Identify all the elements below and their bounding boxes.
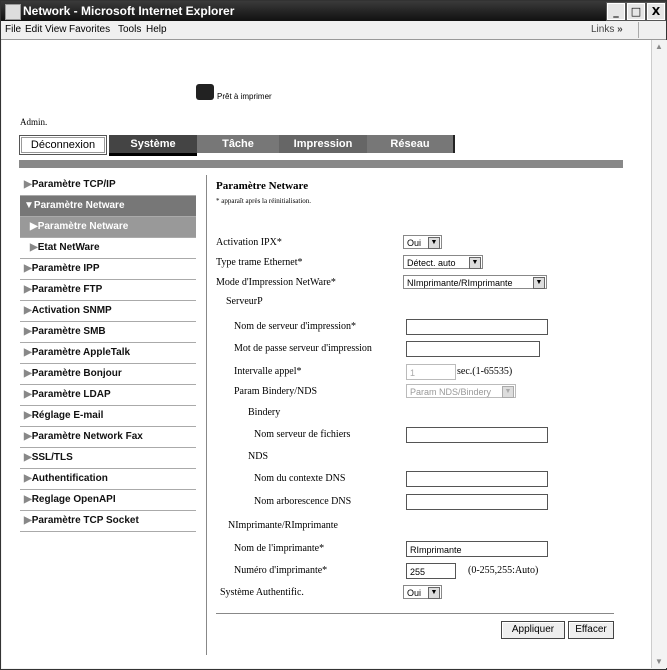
printer-number-input[interactable]: 255	[406, 563, 456, 579]
arrow-icon: ▶	[24, 452, 32, 463]
sidebar-item-label: Paramètre LDAP	[31, 389, 111, 400]
file-server-input[interactable]	[406, 427, 548, 443]
sidebar-item-tcp-socket[interactable]	[20, 511, 196, 532]
sidebar-item-network-fax[interactable]	[20, 427, 196, 448]
sidebar-item-label: Réglage E-mail	[31, 410, 104, 421]
bindery-section-label: Bindery	[248, 407, 281, 418]
bindery-mode-value: Param NDS/Bindery	[410, 387, 492, 397]
arrow-icon: ▶	[24, 494, 32, 505]
ipx-label: Activation IPX*	[216, 237, 282, 248]
file-server-label: Nom serveur de fichiers	[254, 429, 351, 440]
frame-type-label: Type trame Ethernet*	[216, 257, 303, 268]
tab-network[interactable]: Réseau	[367, 135, 455, 153]
sidebar-item-authentication[interactable]	[20, 469, 196, 490]
sidebar-item-label: Paramètre Netware	[33, 200, 125, 211]
title-bar	[1, 1, 666, 21]
vertical-scrollbar[interactable]	[651, 40, 667, 668]
pserver-password-label: Mot de passe serveur d'impression	[234, 343, 372, 354]
chevron-down-icon: ▼	[428, 237, 440, 249]
sidebar-item-bonjour[interactable]	[20, 364, 196, 385]
sidebar-item-label: Paramètre TCP/IP	[31, 179, 116, 190]
menu-favorites[interactable]: Favorites	[69, 24, 111, 35]
sidebar-item-smb[interactable]	[20, 322, 196, 343]
sidebar-item-appletalk[interactable]	[20, 343, 196, 364]
bindery-mode-label: Param Bindery/NDS	[234, 386, 318, 397]
pserver-name-label: Nom de serveur d'impression*	[234, 321, 357, 332]
sidebar-item-label: Paramètre IPP	[31, 263, 100, 274]
tab-underline-bar	[19, 160, 623, 168]
pserver-name-input[interactable]	[406, 319, 548, 335]
arrow-icon: ▶	[30, 221, 38, 232]
logout-button[interactable]: Déconnexion	[19, 135, 107, 155]
sidebar-item-label: Paramètre Netware	[37, 221, 129, 232]
form-divider	[216, 613, 614, 614]
print-mode-label: Mode d'Impression NetWare*	[216, 277, 336, 288]
sidebar-item-snmp[interactable]	[20, 301, 196, 322]
frame-type-select[interactable]	[403, 255, 483, 269]
poll-interval-input[interactable]: 1	[406, 364, 456, 380]
ie-page-icon	[5, 4, 21, 20]
poll-interval-label: Intervalle appel*	[234, 366, 302, 377]
arrow-icon: ▶	[24, 263, 32, 274]
content-divider	[206, 175, 207, 655]
sidebar	[20, 175, 196, 532]
arrow-icon: ▶	[24, 473, 32, 484]
arrow-icon: ▶	[24, 515, 32, 526]
menu-tools[interactable]: Tools	[118, 24, 142, 35]
menu-help[interactable]: Help	[146, 24, 167, 35]
bindery-mode-select[interactable]	[406, 384, 516, 398]
menu-file[interactable]: File	[5, 24, 22, 35]
frame-type-value: Détect. auto	[407, 258, 456, 268]
arrow-icon: ▶	[30, 242, 38, 253]
chevron-down-icon: ▼	[502, 386, 514, 398]
ipx-select-value: Oui	[407, 238, 422, 248]
sidebar-item-label: Reglage OpenAPI	[31, 494, 116, 505]
arrow-icon: ▶	[24, 284, 32, 295]
links-chevron: »	[617, 24, 623, 35]
nds-section-label: NDS	[248, 451, 269, 462]
scroll-up-icon[interactable]: ▲	[655, 42, 663, 51]
menu-bar	[1, 21, 666, 40]
print-mode-value: NImprimante/RImprimante	[407, 278, 513, 288]
chevron-down-icon: ▼	[428, 587, 440, 599]
tab-system[interactable]: Système	[109, 135, 197, 156]
arrow-icon: ▶	[24, 347, 32, 358]
admin-label: Admin.	[20, 117, 48, 127]
sidebar-item-ssl-tls[interactable]	[20, 448, 196, 469]
auth-system-label: Système Authentific.	[220, 587, 304, 598]
poll-interval-unit: sec.(1-65535)	[457, 366, 513, 377]
tab-print[interactable]: Impression	[279, 135, 367, 153]
printer-icon	[196, 84, 214, 100]
sidebar-item-email[interactable]	[20, 406, 196, 427]
sidebar-item-label: Paramètre TCP Socket	[31, 515, 139, 526]
sidebar-item-label: Activation SNMP	[31, 305, 112, 316]
nds-tree-input[interactable]	[406, 494, 548, 510]
sidebar-item-label: Etat NetWare	[37, 242, 100, 253]
arrow-icon: ▶	[24, 431, 32, 442]
nprinter-section-label: NImprimante/RImprimante	[228, 520, 338, 531]
arrow-icon: ▶	[24, 305, 32, 316]
pserver-password-input[interactable]	[406, 341, 540, 357]
nds-context-label: Nom du contexte DNS	[254, 473, 346, 484]
page-content	[2, 40, 651, 668]
arrow-icon: ▶	[24, 326, 32, 337]
sidebar-item-label: Paramètre Network Fax	[31, 431, 143, 442]
maximize-button[interactable]: □	[627, 3, 645, 20]
printer-number-range: (0-255,255:Auto)	[468, 565, 539, 576]
arrow-icon: ▶	[24, 368, 32, 379]
sidebar-item-openapi[interactable]	[20, 490, 196, 511]
arrow-icon: ▼	[24, 200, 34, 211]
printer-number-label: Numéro d'imprimante*	[234, 565, 328, 576]
scroll-down-icon[interactable]: ▼	[655, 657, 663, 666]
sidebar-item-ipp[interactable]	[20, 259, 196, 280]
tab-task[interactable]: Tâche	[197, 135, 279, 153]
sidebar-item-netware[interactable]	[20, 196, 196, 217]
sidebar-item-tcpip[interactable]	[20, 175, 196, 196]
sidebar-subitem-netware-status[interactable]	[20, 238, 196, 259]
clear-button[interactable]: Effacer	[568, 621, 614, 639]
nds-context-input[interactable]	[406, 471, 548, 487]
sidebar-item-label: Authentification	[31, 473, 108, 484]
ipx-select[interactable]	[403, 235, 442, 249]
print-mode-select[interactable]	[403, 275, 547, 289]
minimize-button[interactable]: _	[607, 3, 625, 20]
auth-system-select[interactable]	[403, 585, 442, 599]
page-title: Paramètre Netware	[216, 180, 309, 192]
links-toolbar[interactable]	[591, 24, 623, 35]
sidebar-item-ftp[interactable]	[20, 280, 196, 301]
auth-system-value: Oui	[407, 588, 422, 598]
arrow-icon: ▶	[24, 179, 32, 190]
close-button[interactable]: X	[647, 3, 665, 20]
chevron-down-icon: ▼	[533, 277, 545, 289]
arrow-icon: ▶	[24, 389, 32, 400]
sidebar-item-label: Paramètre SMB	[31, 326, 106, 337]
links-label: Links	[591, 24, 615, 35]
printer-name-label: Nom de l'imprimante*	[234, 543, 325, 554]
status-text: Prêt à imprimer	[217, 92, 272, 101]
printer-name-input[interactable]: RImprimante	[406, 541, 548, 557]
sidebar-item-label: Paramètre Bonjour	[31, 368, 122, 379]
pserver-section-label: ServeurP	[226, 296, 263, 307]
menu-edit[interactable]: Edit	[25, 24, 43, 35]
window-title: Network - Microsoft Internet Explorer	[23, 4, 235, 18]
sidebar-item-label: SSL/TLS	[31, 452, 73, 463]
chevron-down-icon: ▼	[469, 257, 481, 269]
windows-logo-icon	[638, 22, 659, 38]
reset-note: * apparaît après la réinitialisation.	[216, 197, 312, 205]
sidebar-item-ldap[interactable]	[20, 385, 196, 406]
sidebar-subitem-netware-settings[interactable]	[20, 217, 196, 238]
sidebar-item-label: Paramètre AppleTalk	[31, 347, 131, 358]
status-area	[217, 92, 272, 101]
menu-view[interactable]: View	[45, 24, 67, 35]
apply-button[interactable]: Appliquer	[501, 621, 565, 639]
arrow-icon: ▶	[24, 410, 32, 421]
sidebar-item-label: Paramètre FTP	[31, 284, 103, 295]
nds-tree-label: Nom arborescence DNS	[254, 496, 352, 507]
